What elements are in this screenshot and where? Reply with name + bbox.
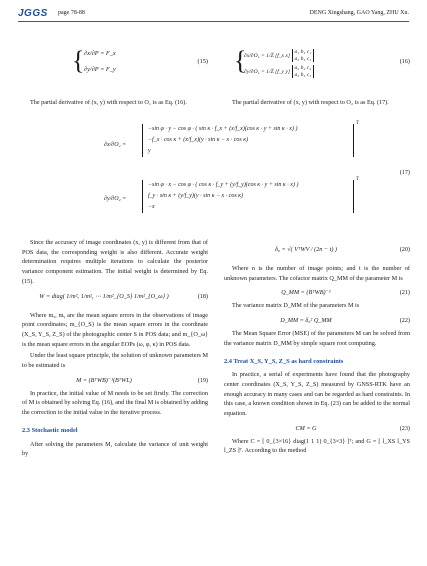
paragraph: Where C = [ 0_{3×16} diag(1 1 1) 0_{3×3} ]ᵀ; and G = [ l_XS l_YS l_ZS ]ᵀ. According to the method [224, 437, 410, 455]
matrix-row: a₂ b₂ c₂ [294, 65, 312, 71]
header-rule [18, 21, 409, 22]
eq17-lhs1: ∂x/∂O₂ = [104, 142, 127, 148]
equation-number: (21) [399, 289, 410, 297]
eq17-b1: −sin φ · x − cos φ · ( cos κ · f_y + (y/f_y)(cos κ · y + sin κ · x) ) [148, 182, 299, 188]
equation-16 [224, 46, 410, 82]
paragraph: In practice, a serial of experiments have found that the photography center coordinates (X_S, Y_S, Z_S) measured by GNSS-RTK have an enough accuracy in many cases and can be regarded as hard constraints. In this case, a known condition shown in Eq. (23) can be added to the normal equation. [224, 371, 410, 418]
eq19-body: M = (BᵀWB)⁻¹(BᵀWL) [76, 376, 132, 384]
paragraph: Where mₓ, mᵧ are the mean square errors in the observations of image point coordinates; m_{O_S} is the mean square errors in the coordinate (X_S, Y_S, Z_S) of the photographic center S in POS data; and m_{O_ω} is the mean square errors in the angular EOPs (ω, φ, κ) in POS data. [22, 311, 208, 348]
equation-number: (17) [399, 169, 410, 176]
eq17-a2: −f_x · cos κ + (x/f_x)(y · sin κ − x · cos κ) [148, 137, 249, 143]
journal-logo: JGGS [18, 8, 48, 19]
eq16-row1: ∂x/∂O₁ = 1/Z̄ [f_x x] a₁ b₁ c₁ a₃ b₃ c₃ [244, 49, 314, 62]
equation-15 [22, 46, 208, 82]
section-heading: 2.3 Stochastic model [22, 426, 78, 434]
eq21-body: Q_MM = (BᵀWB)⁻¹ [281, 289, 331, 297]
left-intro [22, 98, 208, 110]
eq17-a1: −sin φ · y − cos φ · ( sin κ · f_x + (x/f_x)(cos κ · y + sin κ · x) ) [148, 126, 298, 132]
eq23-body: CM = G [295, 424, 317, 432]
right-column [224, 238, 410, 458]
eq20-body: δ₀ = √( VᵀWV / (2n − t) ) [274, 246, 337, 253]
equation-number: (15) [197, 58, 208, 65]
equation-number: (18) [197, 292, 208, 300]
eq16-lhs2: ∂y/∂O₁ [244, 68, 260, 75]
eq16-fx: [f_x x] [275, 52, 291, 59]
eq17-vector-1 [142, 124, 354, 157]
eq17-b3: −x [148, 204, 155, 210]
equation-23 [224, 421, 410, 435]
paragraph: In practice, the initial value of M needs to be set firstly. The correction of M is obtained by solving Eq. (16), and the final M is obtained by adding the correction to the initial value in the iterative process. [22, 389, 208, 417]
paragraph: The partial derivative of (x, y) with respect to O₁ is as Eq. (16). [30, 99, 187, 106]
equation-17 [22, 121, 410, 230]
eq16-frac: 1/Z̄ [266, 52, 274, 59]
eq16-fy: [f_y y] [275, 68, 291, 75]
section-heading: 2.4 Treat X_S, Y_S, Z_S as hard constraints [224, 357, 344, 365]
eq17-lhs2: ∂y/∂O₂ = [104, 196, 127, 202]
eq18-body: W = diag( 1/m²ₓ 1/m²ᵧ ⋯ 1/m²_{O_S} 1/m²_{O_ω} ) [39, 292, 169, 300]
page-header [18, 8, 409, 20]
equation-number: (16) [399, 58, 410, 65]
equation-22 [224, 313, 410, 327]
right-intro [224, 98, 410, 110]
matrix-row: a₃ b₃ c₃ [294, 55, 312, 62]
paragraph: Where n is the number of image points; and t is the number of unknown parameters. The cofactor matrix Q_MM of the parameter M is [224, 265, 410, 282]
left-column [22, 238, 208, 461]
paragraph: The partial derivative of (x, y) with respect to O₂ is as Eq. (17). [232, 99, 389, 106]
paragraph: Since the accuracy of image coordinates (x, y) is different from that of POS data, the corresponding weight is also different. Accurate weight determination requires multiple iterations to calculate the posterior variance component estimation. The initial weight is determined by Eq. (15). [22, 239, 208, 285]
equation-number: (22) [399, 317, 410, 325]
brace: { [72, 46, 85, 75]
page-reference: page 78-88 [58, 10, 85, 16]
eq16-row2: ∂y/∂O₁ = 1/Z̄ [f_y y] a₂ b₂ c₂ a₃ b₃ c₃ [244, 65, 314, 78]
eq17-sup2: T [356, 177, 359, 182]
eq17-b2: f_y · sin κ + (y/f_y)(y · sin κ − x · cos κ) [148, 193, 244, 199]
eq17-vector-2 [142, 180, 354, 213]
equation-number: (19) [197, 376, 208, 384]
eq15-row1: ∂x/∂P = F_x [84, 50, 116, 57]
equation-19 [22, 373, 208, 387]
paragraph: The Mean Square Error (MSE) of the parameters M can be solved from the variance matrix D_MM by simple square root computing. [224, 330, 410, 347]
eq16-lhs1: ∂x/∂O₁ [244, 52, 260, 59]
matrix-row: a₃ b₃ c₃ [294, 71, 312, 78]
eq17-sup1: T [356, 121, 359, 126]
header-authors: DENG Xingshang, GAO Yang, ZHU Xu. [309, 10, 409, 16]
eq15-row2: ∂y/∂P = F_y [84, 66, 116, 73]
paragraph: The variance matrix D_MM of the parameters M is [232, 302, 360, 310]
paragraph: After solving the parameters M, calculate the variance of unit weight by [22, 440, 208, 458]
brace: { [234, 46, 247, 75]
paragraph: Under the least square principle, the solution of unknown parameters M to be estimated is [22, 352, 208, 370]
eq16-matrix-a [292, 49, 315, 62]
matrix-row: a₁ b₁ c₁ [294, 49, 312, 55]
eq22-body: D_MM = δ₀² Q_MM [280, 317, 332, 325]
equation-20 [224, 240, 410, 262]
equation-21 [224, 285, 410, 299]
eq16-matrix-b [292, 65, 315, 78]
eq16-frac: 1/Z̄ [266, 68, 274, 75]
equation-18 [22, 289, 208, 309]
equation-number: (20) [399, 246, 410, 253]
eq17-a3: y [148, 148, 151, 154]
equation-number: (23) [399, 424, 410, 432]
